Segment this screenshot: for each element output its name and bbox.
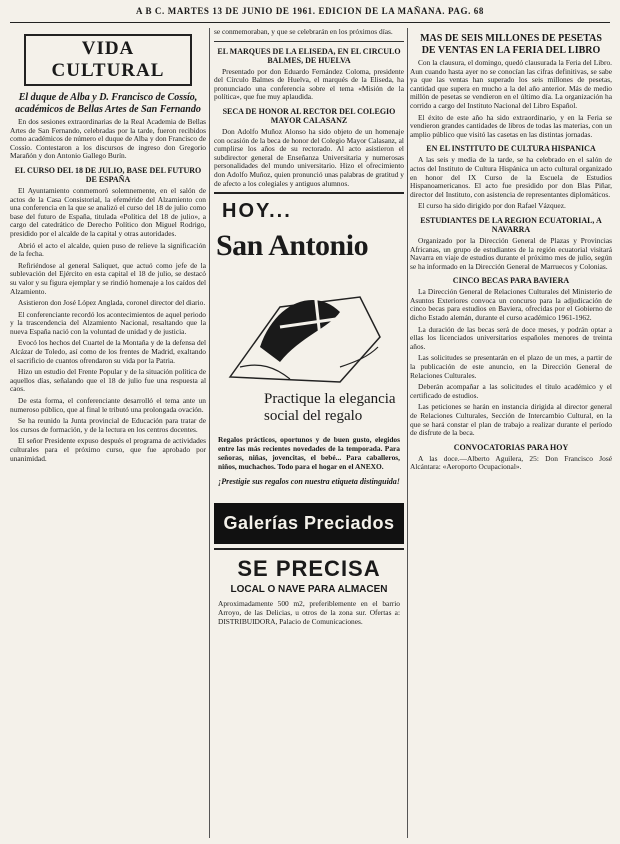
article-paragraph: Refiriéndose al general Saliquet, que actuó como jefe de la sublevación del Ejército en esta capital el 18 de julio, se destacó su valor y su figura ejemplar y se rindió homenaje a los caídos del Alzamiento. (10, 260, 206, 296)
article-paragraph: La Dirección General de Relaciones Culturales del Ministerio de Asuntos Exteriores convoca un concurso para la adjudicación de cinco becas para estudios en Baviera, ofrecidas por el Gobierno de dicho Estado alemán, durante el curso académico 1961-1962. (410, 287, 612, 323)
headline: CONVOCATORIAS PARA HOY (453, 442, 569, 452)
headline: SECA DE HONOR AL RECTOR DEL COLEGIO MAYOR CALASANZ (222, 106, 396, 125)
column-middle (214, 28, 404, 838)
article-paragraph: Se ha reunido la Junta provincial de Educación para tratar de los cursos de formación, y de la lectura en los centros docentes. (10, 416, 206, 434)
article-paragraph: Las peticiones se harán en instancia dirigida al director general de Relaciones Culturales, Sección de Intercambio Cultural, en la que se hará constar el plan de trabajo a realizar durante el período de disfrute de la beca. (410, 402, 612, 438)
article-paragraph: El Ayuntamiento conmemoró solemnemente, en el salón de actos de la Casa Consistorial, la efeméride del Alzamiento con una conferencia en la que se analizó el curso del 18 de julio como base del futuro de España, titulada «Política del 18 de julio», a cargo del catedrático de Derecho Político don Miguel Rodrigo, presidido por el alcalde de la capital y otras autoridades. (10, 185, 206, 238)
article-paragraph: Con la clausura, el domingo, quedó clausurada la Feria del Libro. Aun cuando hasta ayer no se conocían las cifras definitivas, se sabe ya que las ventas han superado los seis millones de pesetas, cantidad que supera en mucho a la del año anterior. Más de medio millón de pesetas se vendieron en el último día. La organización ha corrido a cargo del Instituto Nacional del Libro Español. (410, 58, 612, 110)
ad-copy: Regalos prácticos, oportunos y de buen gusto, elegidos entre las más recientes novedades de la temporada. Para señoras, niñas, jovencitas, el bebé... Para caballeros, niños, muchachos. Todo para el hogar en el ANEXO. (218, 435, 400, 472)
article-paragraph: A las doce.—Alberto Aguilera, 25: Don Francisco José Alcántara: «Aeroporto Ocupacional». (410, 453, 612, 472)
advertisement-san-antonio (214, 200, 404, 544)
column-rule (407, 28, 408, 838)
headline: CINCO BECAS PARA BAVIERA (452, 276, 570, 286)
page-header: A B C. MARTES 13 DE JUNIO DE 1961. EDICION DE LA MAÑANA. PAG. 68 (10, 6, 610, 23)
ad-hoy: HOY... (222, 200, 292, 223)
ad-tagline: ¡Prestigie sus regalos con nuestra etiqueta distinguida! (218, 477, 400, 487)
ad2-title: SE PRECISA (237, 556, 381, 582)
ad2-subtitle: LOCAL O NAVE PARA ALMACEN (230, 584, 388, 596)
section-title: VIDA CULTURAL (24, 34, 192, 86)
article-paragraph: Presentado por don Eduardo Fernández Coloma, presidente del Círculo Balmes de Huelva, el marqués de la Eliseda, ha pronunciado una conferencia sobre el tema «Misión de la política», que fue muy aplaudida. (214, 66, 404, 102)
article-paragraph: La duración de las becas será de doce meses, y podrán optar a ellas los licenciados universitarios españoles menores de treinta años. (410, 324, 612, 351)
column-right (410, 28, 612, 838)
article-paragraph: Evocó los hechos del Cuartel de la Montaña y de la defensa del Alcázar de Toledo, así como de los frentes de Madrid, exaltando el sacrificio de cuantos ofrendaron su vida por la Patria. (10, 338, 206, 365)
advertisement-se-precisa (214, 556, 404, 626)
divider (214, 192, 404, 194)
article-paragraph: Deberán acompañar a las solicitudes el título académico y el certificado de estudios. (410, 382, 612, 400)
article-paragraph: El curso ha sido dirigido por don Rafael Vázquez. (418, 201, 566, 211)
headline: MAS DE SEIS MILLONES DE PESETAS DE VENTAS EN LA FERIA DEL LIBRO (420, 33, 602, 56)
article-paragraph: El éxito de este año ha sido extraordinario, y en la Feria se vendieron grandes cantidades de libros de todas las materias, con un amplio público que visitó las casetas en las distintas jornadas. (410, 112, 612, 139)
article-paragraph: Asistieron don José López Anglada, coronel director del diario. (18, 298, 206, 308)
divider (214, 548, 404, 550)
column-rule (209, 28, 210, 838)
headline: EL MARQUES DE LA ELISEDA, EN EL CIRCULO BALMES, DE HUELVA (217, 46, 401, 65)
divider (214, 41, 404, 42)
ad-slogan: Practique la elegancia social del regalo (264, 391, 396, 425)
article-paragraph: Don Adolfo Muñoz Alonso ha sido objeto de un homenaje con ocasión de la beca de honor del Colegio Mayor Calasanz, al cumplirse los años de su rectorado. Al acto asistieron el subdirector general de Enseñanza Universitaria y numerosas personalidades del mundo universitario. Hizo el ofrecimiento don Adolfo Muñoz, quien pronunció unas palabras de gratitud y de afecto a los colegiales y antiguos alumnos. (214, 126, 404, 188)
gift-hands-illustration (220, 267, 390, 387)
article-paragraph: Las solicitudes se presentarán en el plazo de un mes, a partir de la publicación de este anuncio, en la Dirección General de Relaciones Culturales. (410, 353, 612, 380)
headline: ESTUDIANTES DE LA REGION ECUATORIAL, A NAVARRA (420, 215, 602, 234)
article-paragraph: se conmemoraban, y que se celebrarán en los próximos días. (214, 28, 393, 36)
store-logo: Galerías Preciados (214, 503, 404, 544)
article-paragraph: Organizado por la Dirección General de Plazas y Provincias Africanas, un grupo de estudiantes de la región ecuatorial visitará Navarra en viaje de estudios durante el próximo mes de julio, según se ha informado en la Dirección General de Marruecos y Colonias. (410, 235, 612, 271)
article-paragraph: Hizo un estudio del Frente Popular y de la situación política de aquellos días, señalando que el 18 de julio fue una respuesta al caos. (10, 367, 206, 394)
article-paragraph: A las seis y media de la tarde, se ha celebrado en el salón de actos del Instituto de Cultura Hispánica un acto cultural organizado en honor del IX Curso de la Escuela de Estudios Hispanoamericanos. El acto fue presidido por don Blas Piñar, director del Instituto, con asistencia de representantes diplomáticos. (410, 155, 612, 199)
article-paragraph: El señor Presidente expuso después el programa de actividades culturales para el próximo curso, que fue aprobado por unanimidad. (10, 436, 206, 463)
article-paragraph: El conferenciante recordó los acontecimientos de aquel periodo y la trascendencia del Alzamiento Nacional, resaltando que la nueva España nació con la voluntad de unidad y de justicia. (10, 309, 206, 336)
article-paragraph: De esta forma, el conferenciante desarrolló el tema ante un numeroso público, que al final le tributó una prolongada ovación. (10, 396, 206, 414)
headline: El duque de Alba y D. Francisco de Cossío, académicos de Bellas Artes de San Fernando (15, 92, 201, 115)
article-paragraph: Abrió el acto el alcalde, quien puso de relieve la significación de la fecha. (10, 240, 206, 259)
headline: EL CURSO DEL 18 DE JULIO, BASE DEL FUTURO DE ESPAÑA (14, 165, 202, 184)
headline: EN EL INSTITUTO DE CULTURA HISPANICA (426, 144, 596, 154)
article-paragraph: En dos sesiones extraordinarias de la Real Academia de Bellas Artes de San Fernando, celebradas por la tarde, fueron recibidos como académicos de número el duque de Alba y don Francisco de Cossío. Contestaron a los discursos de ingreso don Gregorio Marañón y don Antonio Gallego Burín. (10, 117, 206, 161)
ad2-body: Aproximadamente 500 m2, preferiblemente en el barrio Arroyo, de las Delicias, u otros de la zona sur. Ofertas a: DISTRIBUIDORA, Palacio de Comunicaciones. (218, 599, 400, 627)
column-left (10, 28, 206, 838)
ad-title: San Antonio (216, 229, 369, 263)
